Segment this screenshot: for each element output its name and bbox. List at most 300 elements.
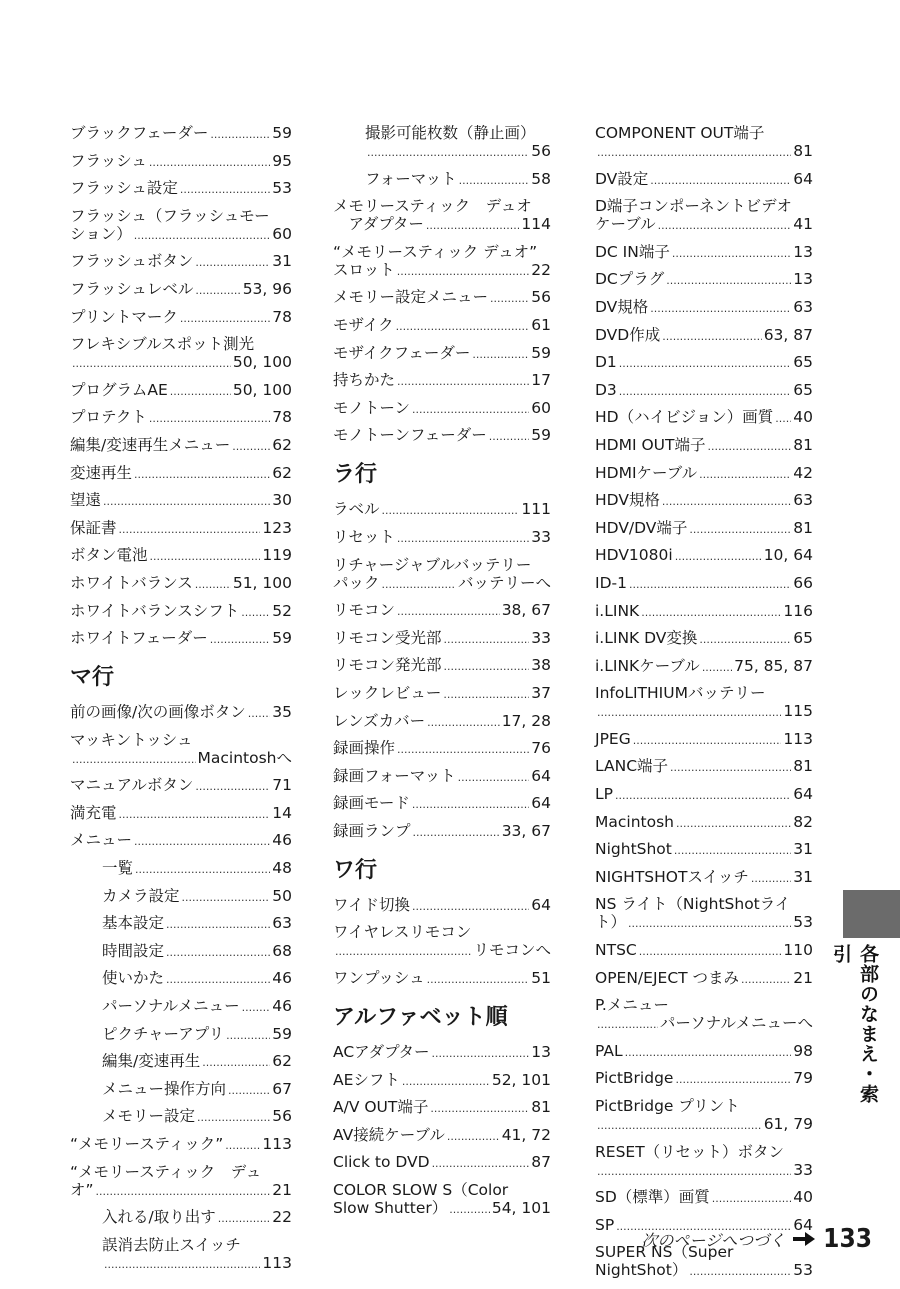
entry-page-ref: 35 [272, 703, 292, 722]
index-entry [595, 546, 813, 566]
entry-term: HDV1080i [595, 546, 673, 565]
index-entry [70, 519, 292, 539]
entry-line [595, 142, 813, 162]
entry-line [333, 739, 551, 759]
dot-leader [197, 1107, 270, 1127]
entry-page-ref: 31 [793, 840, 813, 859]
entry-term-line1: フラッシュ（フラッシュモー [70, 206, 270, 225]
index-entry [333, 1181, 551, 1219]
entry-term: NightShot [595, 840, 672, 859]
entry-page-ref: 38 [531, 656, 551, 675]
dot-leader [689, 1261, 791, 1281]
dot-leader [72, 749, 196, 769]
entry-term: A/V OUT端子 [333, 1098, 429, 1117]
entry-line [102, 969, 292, 989]
entry-page-ref: 62 [272, 1052, 292, 1071]
index-entry [333, 500, 551, 520]
index-entry [70, 703, 292, 723]
dot-leader [210, 629, 270, 649]
dot-leader [597, 1115, 762, 1135]
index-entry [595, 436, 813, 456]
index-entry [595, 730, 813, 750]
entry-term-line1: 誤消去防止スイッチ [102, 1235, 241, 1254]
dot-leader [166, 942, 270, 962]
entry-line [595, 546, 813, 566]
entry-term: モザイクフェーダー [333, 343, 471, 362]
entry-term: PAL [595, 1041, 623, 1060]
dot-leader [629, 574, 791, 594]
entry-page-ref: 56 [272, 1107, 292, 1126]
entry-page-ref: 56 [531, 142, 551, 160]
entry-line [333, 1199, 551, 1219]
entry-line [333, 426, 551, 446]
entry-line [595, 1188, 813, 1208]
index-entry [333, 969, 551, 989]
entry-term: NightShot） [595, 1261, 688, 1280]
entry-term: フラッシュレベル [70, 279, 194, 298]
entry-term: 望遠 [70, 491, 102, 510]
entry-page-ref: 64 [531, 794, 551, 813]
dot-leader [103, 491, 270, 511]
dot-leader [135, 859, 270, 879]
index-entry [70, 804, 292, 824]
entry-page-ref: 81 [793, 435, 813, 454]
entry-page-ref: 52 [272, 601, 292, 620]
dot-leader [430, 1098, 529, 1118]
dot-leader [707, 436, 791, 456]
side-tab-label: 各部のなまえ・索引 [830, 944, 879, 1104]
entry-line [365, 142, 551, 162]
entry-line [102, 859, 292, 879]
entry-term: “メモリースティック” [70, 1135, 224, 1153]
dot-leader [449, 1199, 490, 1219]
entry-line [595, 326, 813, 346]
index-entry [70, 1107, 292, 1127]
entry-line [595, 1069, 813, 1089]
dot-leader [241, 602, 270, 622]
entry-page-ref: 60 [272, 224, 292, 243]
entry-page-ref: 62 [272, 463, 292, 482]
entry-term: アダプター [333, 215, 424, 234]
entry-term: モザイク [333, 315, 394, 334]
dot-leader [72, 353, 231, 373]
entry-line [595, 408, 813, 428]
entry-term: ワンプッシュ [333, 969, 425, 988]
dot-leader [96, 1181, 271, 1201]
dot-leader [412, 896, 529, 916]
entry-page-ref: 33, 67 [501, 821, 551, 840]
entry-term-line1: PictBridge プリント [595, 1097, 740, 1115]
entry-term: NIGHTSHOTスイッチ [595, 867, 749, 886]
index-entry [595, 813, 813, 833]
index-entry [333, 1043, 551, 1063]
index-entry [70, 335, 292, 373]
entry-term-line1: リチャージャブルバッテリー [333, 555, 532, 574]
entry-page-ref: 64 [793, 169, 813, 188]
entry-page-ref: 76 [531, 739, 551, 758]
dot-leader [641, 602, 781, 622]
dot-leader [699, 464, 791, 484]
index-entry [70, 969, 292, 989]
index-entry [595, 785, 813, 805]
dot-leader [226, 1025, 270, 1045]
dot-leader [751, 868, 791, 888]
entry-line [70, 519, 292, 539]
entry-line [595, 243, 813, 263]
entry-line [333, 1153, 551, 1173]
entry-page-ref: 54, 101 [491, 1199, 551, 1218]
index-entry [70, 179, 292, 199]
dot-leader [149, 408, 270, 428]
entry-page-ref: 114 [521, 215, 551, 234]
entry-page-ref: 63, 87 [763, 325, 813, 344]
dot-leader [335, 941, 471, 961]
entry-line [365, 170, 551, 190]
entry-line [333, 601, 551, 621]
dot-leader [662, 326, 761, 346]
entry-line [595, 868, 813, 888]
entry-term: ピクチャーアプリ [102, 1024, 225, 1043]
entry-page-ref: 46 [272, 831, 292, 850]
dot-leader [712, 1188, 791, 1208]
dot-leader [443, 684, 529, 704]
entry-line [70, 574, 292, 594]
entry-line [333, 656, 551, 676]
dot-leader [625, 1042, 792, 1062]
entry-term: HD（ハイビジョン）画質 [595, 408, 774, 427]
entry-line [70, 225, 292, 245]
entry-term: HDV規格 [595, 491, 660, 510]
index-entry [70, 280, 292, 300]
entry-term: レンズカバー [333, 711, 426, 730]
dot-leader [444, 656, 530, 676]
entry-page-ref: 53 [272, 179, 292, 198]
dot-leader [775, 408, 791, 428]
index-entry [333, 923, 551, 961]
entry-page-ref: 62 [272, 435, 292, 454]
entry-page-ref: 116 [783, 601, 813, 620]
entry-page-ref: 41, 72 [501, 1125, 551, 1144]
entry-term: ケーブル [595, 215, 656, 234]
index-entry [70, 997, 292, 1017]
index-entry [595, 170, 813, 190]
entry-term: AEシフト [333, 1070, 400, 1089]
entry-page-ref: 64 [793, 785, 813, 804]
side-tab-marker [843, 890, 900, 938]
index-entry [595, 895, 813, 933]
entry-term: モノトーン [333, 398, 411, 417]
entry-page-ref: リモコンへ [473, 941, 551, 960]
entry-line [333, 528, 551, 548]
entry-term: PictBridge [595, 1069, 674, 1088]
dot-leader [166, 914, 270, 934]
entry-term-line1: D端子コンポーネントビデオ [595, 197, 792, 216]
index-entry [70, 831, 292, 851]
entry-page-ref: 53, 96 [242, 279, 292, 298]
section-heading: ラ行 [333, 462, 378, 488]
entry-line [595, 436, 813, 456]
entry-page-ref: 51, 100 [232, 573, 292, 592]
entry-page-ref: 113 [262, 1253, 292, 1272]
entry-line [70, 703, 292, 723]
index-entry [333, 712, 551, 732]
index-column-3 [595, 124, 813, 1289]
entry-term: フラッシュ設定 [70, 179, 178, 198]
entry-page-ref: 111 [521, 500, 551, 519]
entry-term: ACアダプター [333, 1043, 430, 1062]
index-entry [333, 1071, 551, 1091]
entry-line [333, 1126, 551, 1146]
entry-line [595, 1115, 813, 1135]
entry-page-ref: 42 [793, 463, 813, 482]
index-entry [333, 794, 551, 814]
dot-leader [396, 316, 530, 336]
index-entry [333, 739, 551, 759]
dot-leader [675, 1069, 791, 1089]
entry-term: i.LINKケーブル [595, 656, 700, 675]
entry-page-ref: 61, 79 [763, 1115, 813, 1133]
dot-leader [412, 794, 529, 814]
entry-term-line1: COMPONENT OUT端子 [595, 124, 765, 142]
entry-page-ref: 78 [272, 307, 292, 326]
entry-page-ref: 17, 28 [501, 711, 551, 730]
entry-page-ref: 98 [793, 1041, 813, 1060]
entry-term: 持ちかた [333, 371, 396, 390]
index-entry [333, 399, 551, 419]
entry-page-ref: 52, 101 [491, 1070, 551, 1089]
index-entry [595, 1188, 813, 1208]
index-entry [595, 657, 813, 677]
entry-page-ref: 81 [793, 142, 813, 160]
entry-term: レックレビュー [333, 683, 442, 702]
entry-page-ref: 78 [272, 408, 292, 427]
entry-line [70, 280, 292, 300]
index-entry [70, 124, 292, 144]
entry-term: ホワイトバランス [70, 573, 193, 592]
entry-line [333, 629, 551, 649]
index-entry [595, 996, 813, 1034]
entry-line [70, 491, 292, 511]
entry-term-line1: マッキントッシュ [70, 730, 193, 749]
section-heading: ワ行 [333, 857, 378, 883]
dot-leader [489, 426, 530, 446]
entry-line [595, 629, 813, 649]
entry-page-ref: 40 [793, 408, 813, 427]
entry-line [102, 1208, 292, 1228]
index-entry [70, 152, 292, 172]
entry-term-line1: COLOR SLOW S（Color [333, 1181, 509, 1200]
entry-line [595, 702, 813, 722]
dot-leader [702, 657, 732, 677]
dot-leader [597, 1161, 791, 1181]
dot-leader [180, 179, 270, 199]
dot-leader [459, 170, 530, 190]
entry-line [70, 1135, 292, 1155]
entry-line [102, 1254, 292, 1274]
entry-line [333, 1098, 551, 1118]
entry-page-ref: 22 [531, 260, 551, 279]
dot-leader [202, 1052, 270, 1072]
index-entry [70, 1163, 292, 1201]
dot-leader [650, 170, 791, 190]
entry-line [70, 353, 292, 373]
dot-leader [490, 288, 529, 308]
entry-line [70, 252, 292, 272]
entry-term: LANC端子 [595, 757, 669, 776]
entry-line [70, 408, 292, 428]
entry-page-ref: 59 [531, 426, 551, 445]
entry-line [70, 602, 292, 622]
index-entry [595, 270, 813, 290]
index-entry [70, 1052, 292, 1072]
entry-term: 時間設定 [102, 941, 165, 960]
entry-term: 基本設定 [102, 914, 165, 933]
dot-leader [597, 142, 791, 162]
entry-line [595, 757, 813, 777]
entry-term: ホワイトフェーダー [70, 629, 208, 648]
dot-leader [367, 142, 529, 162]
index-entry [595, 1143, 813, 1181]
index-entry [333, 629, 551, 649]
entry-page-ref: 13 [793, 242, 813, 261]
index-entry [595, 298, 813, 318]
entry-page-ref: 68 [272, 941, 292, 960]
index-entry [70, 381, 292, 401]
entry-line [333, 344, 551, 364]
entry-line [70, 831, 292, 851]
entry-line [595, 215, 813, 235]
entry-line [102, 1107, 292, 1127]
entry-page-ref: 64 [531, 766, 551, 785]
index-entry [70, 1025, 292, 1045]
entry-page-ref: 31 [272, 252, 292, 271]
entry-term: メモリー設定 [102, 1107, 196, 1126]
entry-line [333, 712, 551, 732]
index-entry [333, 243, 551, 281]
entry-page-ref: 14 [272, 803, 292, 822]
dot-leader [432, 1153, 530, 1173]
entry-page-ref: 63 [793, 297, 813, 316]
entry-term: Macintosh [595, 812, 674, 831]
dot-leader [228, 1080, 270, 1100]
index-entry [333, 896, 551, 916]
entry-line [333, 1071, 551, 1091]
entry-line [595, 657, 813, 677]
index-entry [70, 942, 292, 962]
entry-term: メニュー操作方向 [102, 1079, 227, 1098]
right-arrow-icon [793, 1232, 815, 1246]
dot-leader [397, 601, 500, 621]
index-entry [333, 528, 551, 548]
entry-term: 満充電 [70, 803, 117, 822]
dot-leader [639, 941, 782, 961]
dot-leader [218, 1208, 271, 1228]
entry-page-ref: 46 [272, 969, 292, 988]
entry-term: i.LINK [595, 601, 640, 620]
dot-leader [397, 739, 529, 759]
dot-leader [597, 1014, 658, 1034]
entry-line [70, 436, 292, 456]
entry-term-line1: フレキシブルスポット測光 [70, 335, 255, 354]
entry-term: パーソナルメニュー [102, 997, 240, 1016]
entry-term: パック [333, 573, 380, 592]
entry-term-line1: ワイヤレスリモコン [333, 923, 472, 942]
dot-leader [427, 712, 500, 732]
entry-line [595, 730, 813, 750]
dot-leader [149, 152, 270, 172]
entry-term: 録画モード [333, 794, 410, 813]
entry-term: ワイド切換 [333, 895, 411, 914]
dot-leader [633, 730, 782, 750]
dot-leader [444, 629, 530, 649]
entry-term: OPEN/EJECT つまみ [595, 968, 740, 987]
entry-line [102, 1080, 292, 1100]
dot-leader [619, 353, 791, 373]
index-entry [70, 1135, 292, 1155]
index-entry [333, 344, 551, 364]
dot-leader [674, 840, 791, 860]
index-entry [70, 859, 292, 879]
dot-leader [232, 436, 270, 456]
dot-leader [210, 124, 270, 144]
index-entry [333, 1153, 551, 1173]
entry-term: DV規格 [595, 297, 649, 316]
entry-page-ref: 65 [793, 380, 813, 399]
entry-line [70, 124, 292, 144]
entry-term: DCプラグ [595, 270, 665, 289]
entry-line [70, 152, 292, 172]
index-entry [333, 124, 551, 162]
entry-page-ref: 40 [793, 1188, 813, 1207]
index-entry [595, 243, 813, 263]
entry-term-line1: SUPER NS（Super [595, 1243, 734, 1262]
entry-term: SD（標準）画質 [595, 1188, 710, 1207]
entry-line [333, 794, 551, 814]
index-entry [595, 629, 813, 649]
entry-line [333, 371, 551, 391]
entry-page-ref: 75, 85, 87 [734, 656, 813, 675]
entry-line [333, 767, 551, 787]
dot-leader [662, 491, 791, 511]
entry-term: NTSC [595, 941, 637, 960]
index-entry [70, 602, 292, 622]
index-entry [595, 491, 813, 511]
dot-leader [195, 252, 270, 272]
entry-line [595, 941, 813, 961]
entry-page-ref: 113 [783, 729, 813, 748]
entry-term: DV設定 [595, 169, 649, 188]
entry-term: HDMI OUT端子 [595, 435, 706, 454]
entry-line [595, 519, 813, 539]
entry-term-line1: 撮影可能枚数（静止画） [365, 124, 536, 142]
entry-line [595, 491, 813, 511]
index-entry [595, 464, 813, 484]
entry-line [102, 942, 292, 962]
entry-term: スロット [333, 260, 395, 279]
entry-line [70, 464, 292, 484]
entry-term-line1: InfoLITHIUMバッテリー [595, 684, 766, 703]
entry-term-line1: “メモリースティック デュ [70, 1162, 262, 1181]
dot-leader [180, 308, 270, 328]
index-entry [595, 1097, 813, 1135]
index-entry [70, 436, 292, 456]
dot-leader [675, 546, 762, 566]
dot-leader [382, 500, 520, 520]
index-entry [595, 868, 813, 888]
index-entry [333, 767, 551, 787]
entry-term: ホワイトバランスシフト [70, 601, 240, 620]
index-entry [70, 574, 292, 594]
